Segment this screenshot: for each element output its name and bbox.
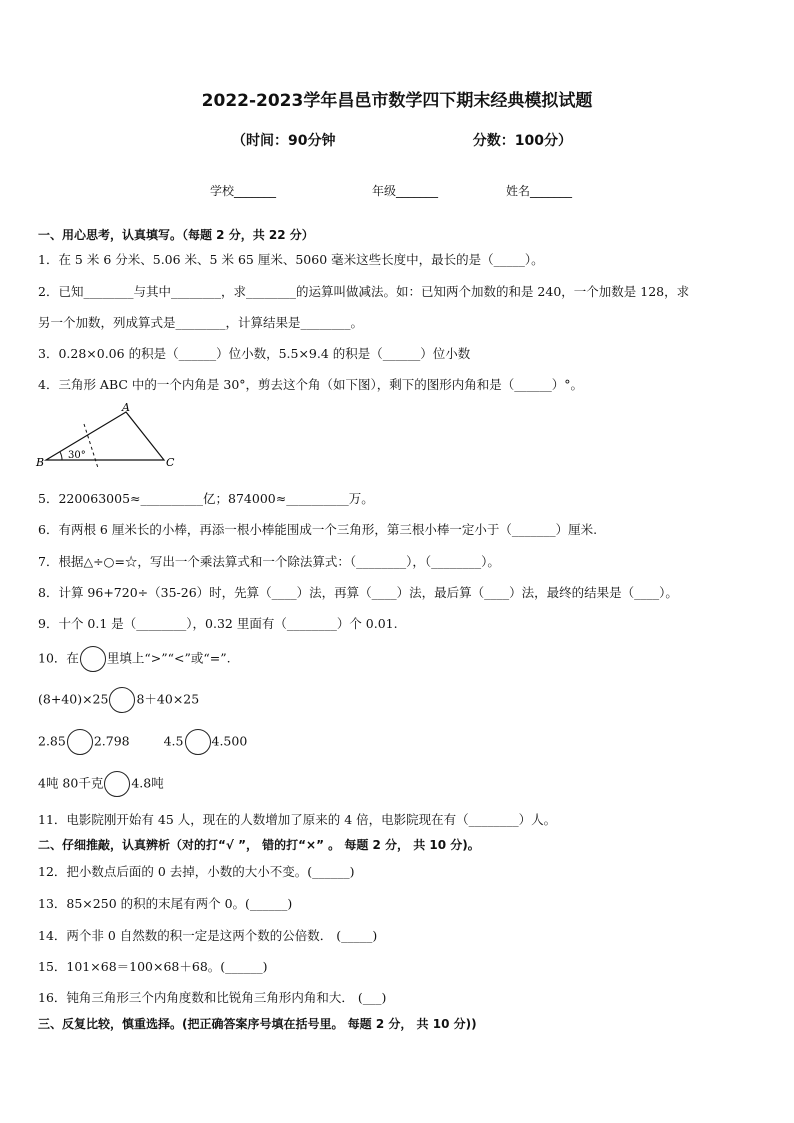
compare-circle[interactable] bbox=[67, 729, 93, 755]
question-11: 11．电影院刚开始有 45 人，现在的人数增加了原来的 4 倍，电影院现在有（________）人。 bbox=[38, 812, 557, 827]
question-2-line-2: 另一个加数，列成算式是________，计算结果是________。 bbox=[38, 315, 364, 330]
name-field[interactable]: 姓名_______ bbox=[506, 184, 573, 198]
question-5: 5．220063005≈__________亿；874000≈__________万。 bbox=[38, 491, 374, 506]
question-16: 16．钝角三角形三个内角度数和比锐角三角形内角和大． (___) bbox=[38, 990, 387, 1005]
exam-score: 分数：100分） bbox=[472, 133, 572, 149]
exam-time: （时间：90分钟 bbox=[232, 133, 336, 149]
question-10 bbox=[38, 646, 231, 672]
question-8: 8．计算 96+720÷（35-26）时，先算（____）法，再算（____）法，最后算（____）法，最终的结果是（____）。 bbox=[38, 585, 678, 600]
grade-field[interactable]: 年级_______ bbox=[372, 184, 439, 198]
label-c: C bbox=[166, 456, 175, 469]
expr-left: (8+40)×25 bbox=[38, 691, 109, 707]
question-14: 14．两个非 0 自然数的积一定是这两个数的公倍数． (_____) bbox=[38, 928, 378, 943]
compare-circle[interactable] bbox=[109, 687, 135, 713]
expr-left: 4吨 80千克 bbox=[38, 775, 104, 791]
expr-left: 4.5 bbox=[163, 733, 184, 749]
question-15: 15．101×68＝100×68＋68。(______) bbox=[38, 959, 268, 974]
question-13: 13．85×250 的积的末尾有两个 0。(______) bbox=[38, 896, 293, 911]
question-4: 4．三角形 ABC 中的一个内角是 30°，剪去这个角（如下图），剩下的图形内角和是（______）°。 bbox=[38, 377, 584, 392]
compare-circle[interactable] bbox=[80, 646, 106, 672]
label-a: A bbox=[122, 402, 130, 414]
question-1: 1．在 5 米 6 分米、5.06 米、5 米 65 厘米、5060 毫米这些长度中，最长的是（_____）。 bbox=[38, 252, 544, 267]
compare-circle[interactable] bbox=[104, 771, 130, 797]
label-angle: 30° bbox=[68, 450, 86, 461]
section-3-heading: 三、反复比较，慎重选择。(把正确答案序号填在括号里。 每题 2 分， 共 10 分)) bbox=[38, 1017, 477, 1031]
question-9: 9．十个 0.1 是（________），0.32 里面有（________）个 0.01. bbox=[38, 616, 398, 631]
q10-prefix: 10．在 bbox=[38, 650, 79, 666]
label-b: B bbox=[36, 456, 45, 469]
question-10c bbox=[38, 771, 164, 797]
expr-left: 2.85 bbox=[38, 733, 66, 749]
expr-right: 4.8吨 bbox=[131, 775, 164, 791]
expr-right: 8＋40×25 bbox=[136, 691, 200, 707]
question-12: 12．把小数点后面的 0 去掉，小数的大小不变。(______) bbox=[38, 864, 355, 879]
triangle-figure bbox=[34, 402, 184, 472]
question-7: 7．根据△÷○=☆，写出一个乘法算式和一个除法算式：（________），（________）。 bbox=[38, 554, 500, 569]
page-title: 2022-2023学年昌邑市数学四下期末经典模拟试题 bbox=[201, 91, 593, 111]
exam-subtitle bbox=[232, 130, 572, 150]
compare-circle[interactable] bbox=[185, 729, 211, 755]
question-3: 3．0.28×0.06 的积是（______）位小数，5.5×9.4 的积是（______）位小数 bbox=[38, 346, 471, 361]
angle-arc bbox=[60, 452, 62, 460]
school-field[interactable]: 学校_______ bbox=[210, 184, 277, 198]
triangle-abc bbox=[46, 412, 164, 460]
question-10b bbox=[38, 729, 247, 755]
expr-right: 4.500 bbox=[211, 733, 248, 749]
section-2-heading: 二、仔细推敲，认真辨析（对的打“√ ”， 错的打“×” 。 每题 2 分， 共 10 分)。 bbox=[38, 838, 480, 852]
question-2-line-1: 2．已知________与其中________，求________的运算叫做减法。如：已知两个加数的和是 240，一个加数是 128，求 bbox=[38, 284, 690, 299]
q10-suffix: 里填上“>”“<”或“=”. bbox=[106, 650, 231, 666]
section-1-heading: 一、用心思考，认真填写。（每题 2 分，共 22 分） bbox=[38, 228, 314, 242]
question-6: 6．有两根 6 厘米长的小棒，再添一根小棒能围成一个三角形，第三根小棒一定小于（_______）厘米. bbox=[38, 522, 598, 537]
expr-right: 2.798 bbox=[93, 733, 130, 749]
question-10a bbox=[38, 687, 199, 713]
